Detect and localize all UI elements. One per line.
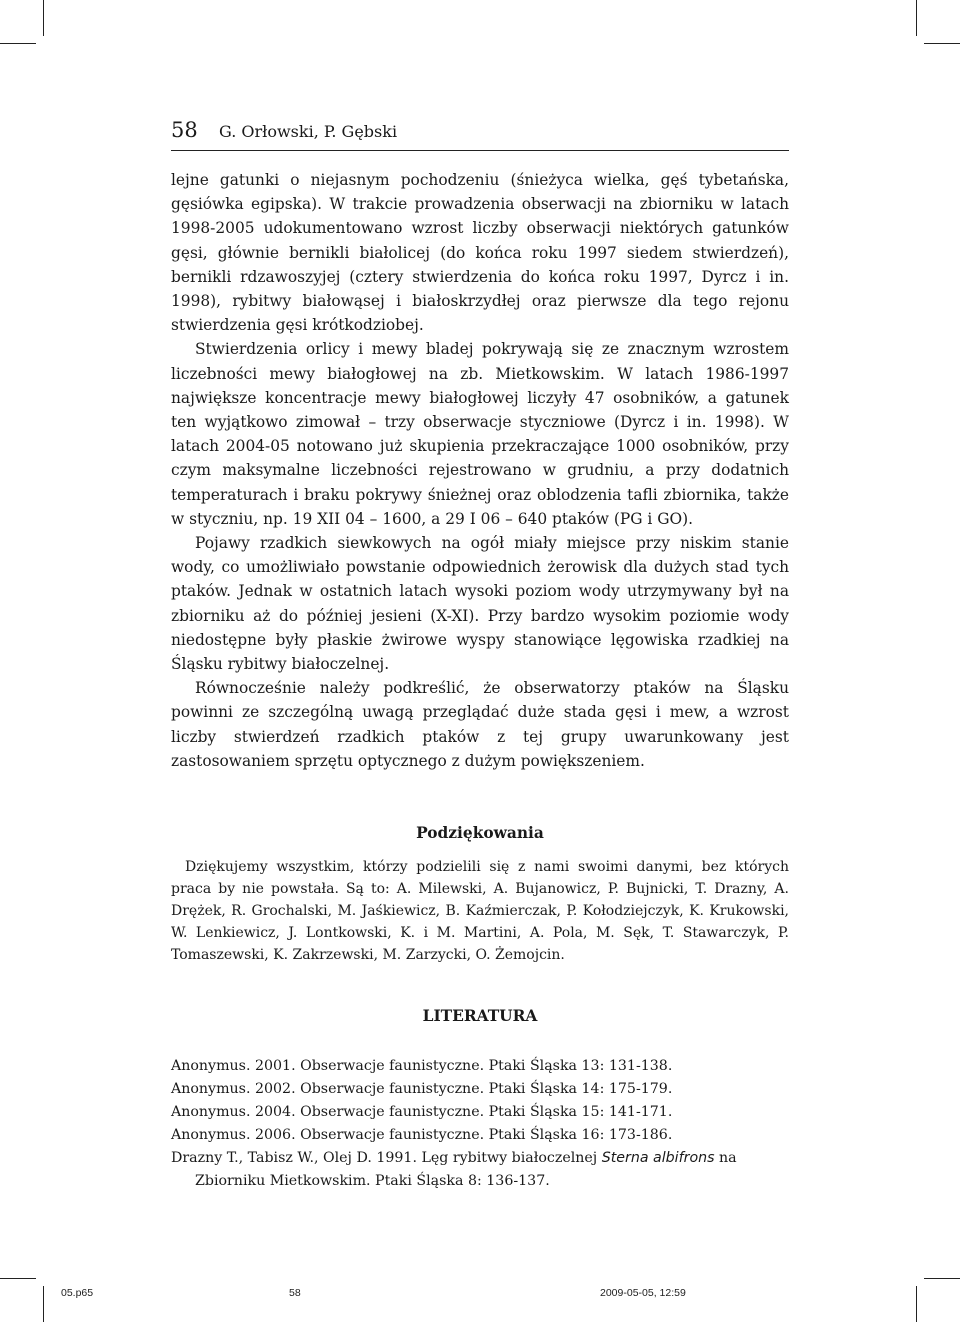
paragraph: Dziękujemy wszystkim, którzy podzielili się z nami swoimi danymi, bez których praca by nie powstała. Są to: A. Milewski, A. Bujanowicz, P. Bujnicki, T. Drazny, A. Drężek, R. Grochalski, M. Jaśkiewicz, B. Kaźmierczak, P. Kołodziejczyk, K. Krukowski, W. Lenkiewicz, J. Lontkowski, K. i M. Martini, A. Pola, M. Sęk, T. Stawarczyk, P. Tomaszewski, K. Zakrzewski, M. Zarzycki, O. Żemojcin. (171, 859, 789, 963)
reference-item: Drazny T., Tabisz W., Olej D. 1991. Lęg rybitwy białoczelnej Sterna albifrons na Zbiorniku Mietkowskim. Ptaki Śląska 8: 136-137. (171, 1150, 737, 1189)
crop-mark (0, 1278, 36, 1279)
reference-item: Anonymus. 2001. Obserwacje faunistyczne. Ptaki Śląska 13: 131-138. (171, 1058, 673, 1074)
footer-timestamp: 2009-05-05, 12:59 (600, 1287, 686, 1299)
page-number: 58 (171, 118, 198, 142)
page-header (171, 118, 789, 151)
acknowledgements-heading: Podziękowania (416, 824, 544, 842)
reference-item: Anonymus. 2002. Obserwacje faunistyczne. Ptaki Śląska 14: 175-179. (171, 1081, 673, 1097)
reference-item: Anonymus. 2004. Obserwacje faunistyczne. Ptaki Śląska 15: 141-171. (171, 1104, 673, 1120)
crop-mark (916, 0, 917, 36)
literature-heading: LITERATURA (422, 1007, 538, 1025)
paragraph: Stwierdzenia orlicy i mewy bladej pokrywają się ze znacznym wzrostem liczebności mewy białogłowej na zb. Mietkowskim. W latach 1986-1997 największe koncentracje mewy białogłowej liczyły 47 osobników, a gatunek ten wyjątkowo zimował – trzy obserwacje styczniowe (Dyrcz i in. 1998). W latach 2004-05 notowano już skupienia przekraczające 1000 osobników, przy czym maksymalne liczebności rejestrowano w grudniu, a przy dodatnich temperaturach i braku pokrywy śnieżnej oraz oblodzenia tafli zbiornika, także w styczniu, np. 19 XII 04 – 1600, a 29 I 06 – 640 ptaków (PG i GO). (171, 340, 789, 528)
crop-mark (916, 1286, 917, 1322)
crop-mark (43, 1286, 44, 1322)
running-head: G. Orłowski, P. Gębski (219, 122, 398, 141)
reference-list (171, 1055, 789, 1193)
footer-page: 58 (289, 1287, 301, 1299)
species-name: Sterna albifrons (601, 1150, 715, 1166)
crop-mark (924, 43, 960, 44)
paragraph: Równocześnie należy podkreślić, że obserwatorzy ptaków na Śląsku powinni ze szczególną uwagą przeglądać duże stada gęsi i mew, a wzrost liczby stwierdzeń rzadkich ptaków z tej grupy uwarunkowany jest zastosowaniem sprzętu optycznego z dużym powiększeniem. (171, 679, 789, 770)
paragraph: Pojawy rzadkich siewkowych na ogół miały miejsce przy niskim stanie wody, co umożliwiało powstanie odpowiednich żerowisk dla dużych stad tych ptaków. Jednak w ostatnich latach wysoki poziom wody utrzymywany był na zbiorniku aż do później jesieni (X-XI). Przy bardzo wysokim poziomie wody niedostępne były płaskie żwirowe wyspy stanowiące lęgowiska rzadkiej na Śląsku rybitwy białoczelnej. (171, 534, 789, 674)
crop-mark (0, 43, 36, 44)
acknowledgements-text (171, 856, 789, 966)
paragraph: lejne gatunki o niejasnym pochodzeniu (śnieżyca wielka, gęś tybetańska, gęsiówka egipska). W trakcie prowadzenia obserwacji na zbiorniku w latach 1998-2005 udokumentowano wzrost liczby obserwacji niektórych gatunków gęsi, głównie bernikli białolicej (do końca roku 1997 siedem stwierdzeń), bernikli rdzawoszyjej (cztery stwierdzenia do końca roku 1997, Dyrcz i in. 1998), rybitwy białowąsej i białoskrzydłej oraz pierwsze dla tego rejonu stwierdzenia gęsi krótkodziobej. (171, 171, 789, 335)
reference-item: Anonymus. 2006. Obserwacje faunistyczne. Ptaki Śląska 16: 173-186. (171, 1127, 673, 1143)
body-text (171, 168, 789, 773)
footer-file: 05.p65 (61, 1287, 94, 1299)
crop-mark (924, 1278, 960, 1279)
crop-mark (43, 0, 44, 36)
